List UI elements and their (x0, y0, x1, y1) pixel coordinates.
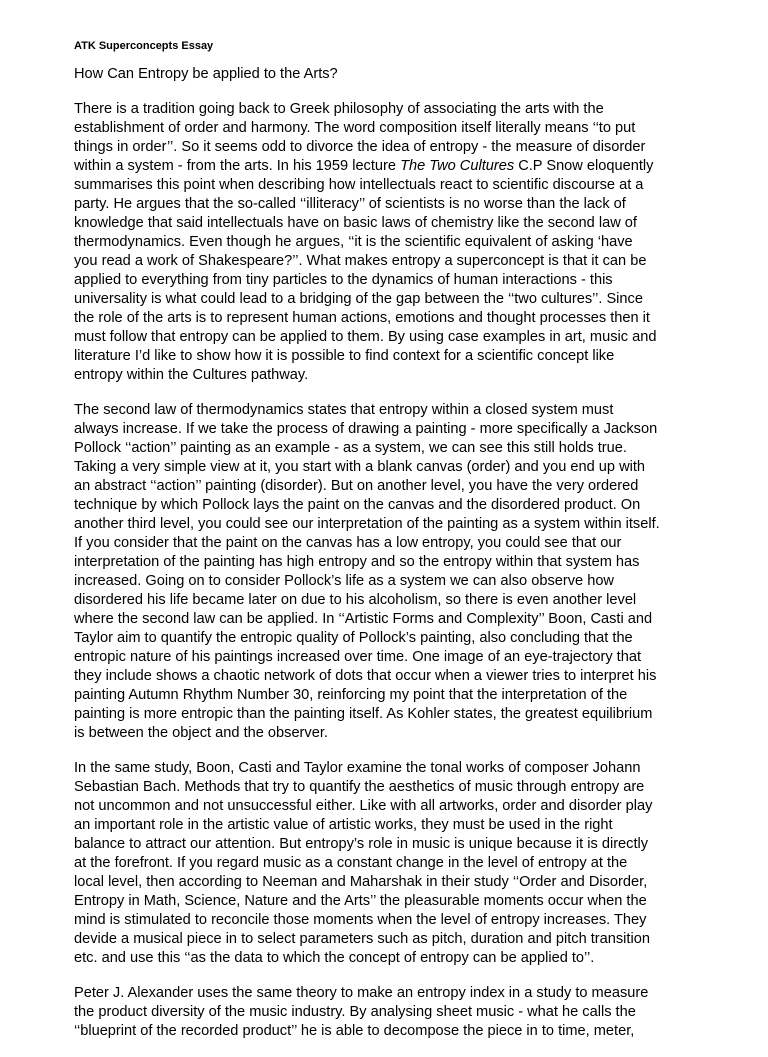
paragraph-4 (74, 984, 698, 1041)
text-line: local level, then according to Neeman and Maharshak in their study ‘‘Order and Disorder, (74, 874, 648, 890)
text-line: knowledge that said intellectuals have on basic laws of chemistry like the second law of (74, 215, 637, 231)
text-line: Pollock ‘‘action’’ painting as an example - as a system, we can see this still holds true. (74, 440, 627, 456)
text-line: universality is what could lead to a bridging of the gap between the ‘‘two cultures’’. Since (74, 291, 643, 307)
text-line: at the forefront. If you regard music as a constant change in the level of entropy at the (74, 855, 628, 871)
text-line: things in order’’. So it seems odd to divorce the idea of entropy - the measure of disorder (74, 139, 646, 155)
text-line: disordered his life became later on due to his alcoholism, so there is even another level (74, 592, 637, 608)
text-line: establishment of order and harmony. The word composition itself literally means ‘‘to put (74, 120, 636, 136)
text-line: summarises this point when describing how intellectuals react to scientific discourse at a (74, 177, 644, 193)
paragraph-1 (74, 100, 698, 385)
text-line: must follow that entropy can be applied to them. By using case examples in art, music and (74, 329, 657, 345)
text-line: the product diversity of the music industry. By analysing sheet music - what he calls the (74, 1004, 636, 1020)
text-line: painting is more entropic than the painting itself. As Kohler states, the greatest equilibrium (74, 706, 653, 722)
text-line: Taylor aim to quantify the entropic quality of Pollock’s painting, also concluding that the (74, 630, 633, 646)
text-line: increased. Going on to consider Pollock’s life as a system we can also observe how (74, 573, 614, 589)
text-line: If you consider that the paint on the canvas has a low entropy, you could see that our (74, 535, 622, 551)
text-line: interpretation of the painting has high entropy and so the entropy within that system has (74, 554, 640, 570)
text-line: technique by which Pollock lays the paint on the canvas and the disordered product. On (74, 497, 641, 513)
text-line (74, 157, 698, 176)
text-line: Entropy in Math, Science, Nature and the Arts’’ the pleasurable moments occur when the (74, 893, 647, 909)
text-line: always increase. If we take the process of drawing a painting - more specifically a Jackson (74, 421, 658, 437)
text-line: an abstract ‘‘action’’ painting (disorder). But on another level, you have the very ordered (74, 478, 639, 494)
text-line: an important role in the artistic value of artistic works, they must be used in the right (74, 817, 613, 833)
text-line: is between the object and the observer. (74, 725, 328, 741)
text-line: party. He argues that the so-called ‘‘illiteracy’’ of scientists is no worse than the lack of (74, 196, 626, 212)
lecture-title: The Two Cultures (400, 158, 515, 174)
text-line: applied to everything from tiny particles to the dynamics of human interactions - this (74, 272, 613, 288)
text-line: ‘‘blueprint of the recorded product’’ he is able to decompose the piece in to time, meter, (74, 1023, 635, 1039)
text-line: where the second law can be applied. In ‘‘Artistic Forms and Complexity’’ Boon, Casti and (74, 611, 653, 627)
document-header: ATK Superconcepts Essay (74, 40, 214, 52)
text-line: entropy within the Cultures pathway. (74, 367, 309, 383)
text-line: another third level, you could see our interpretation of the painting as a system within itself. (74, 516, 660, 532)
text-line: Taking a very simple view at it, you start with a blank canvas (order) and you end up with (74, 459, 646, 475)
text-line: the role of the arts is to represent human actions, emotions and thought processes then it (74, 310, 650, 326)
paragraph-2 (74, 401, 698, 743)
text-segment: C.P Snow eloquently (514, 158, 654, 174)
text-line: literature I’d like to show how it is possible to find context for a scientific concept like (74, 348, 615, 364)
text-line: In the same study, Boon, Casti and Taylor examine the tonal works of composer Johann (74, 760, 641, 776)
text-line: etc. and use this ‘‘as the data to which the concept of entropy can be applied to’’. (74, 950, 595, 966)
text-line: devide a musical piece in to select parameters such as pitch, duration and pitch transition (74, 931, 650, 947)
essay-title: How Can Entropy be applied to the Arts? (74, 66, 338, 82)
text-line: not uncommon and not unsuccessful either. Like with all artworks, order and disorder play (74, 798, 653, 814)
text-segment: within a system - from the arts. In his 1959 lecture (74, 158, 401, 174)
text-line: they include shows a chaotic network of dots that occur when a viewer tries to interpret his (74, 668, 657, 684)
text-line: The second law of thermodynamics states that entropy within a closed system must (74, 402, 614, 418)
text-line: you read a work of Shakespeare?’’. What makes entropy a superconcept is that it can be (74, 253, 647, 269)
text-line: There is a tradition going back to Greek philosophy of associating the arts with the (74, 101, 604, 117)
text-line: Sebastian Bach. Methods that try to quantify the aesthetics of music through entropy are (74, 779, 645, 795)
text-line: Peter J. Alexander uses the same theory to make an entropy index in a study to measure (74, 985, 649, 1001)
text-line: thermodynamics. Even though he argues, ‘‘it is the scientific equivalent of asking ‘have (74, 234, 633, 250)
text-line: balance to attract our attention. But entropy’s role in music is unique because it is directly (74, 836, 649, 852)
paragraph-3 (74, 759, 698, 968)
text-line: entropic nature of his paintings increased over time. One image of an eye-trajectory that (74, 649, 642, 665)
document-page (74, 39, 698, 1057)
text-line: painting Autumn Rhythm Number 30, reinforcing my point that the interpretation of the (74, 687, 628, 703)
text-line: mind is stimulated to reconcile those moments when the level of entropy increases. They (74, 912, 647, 928)
